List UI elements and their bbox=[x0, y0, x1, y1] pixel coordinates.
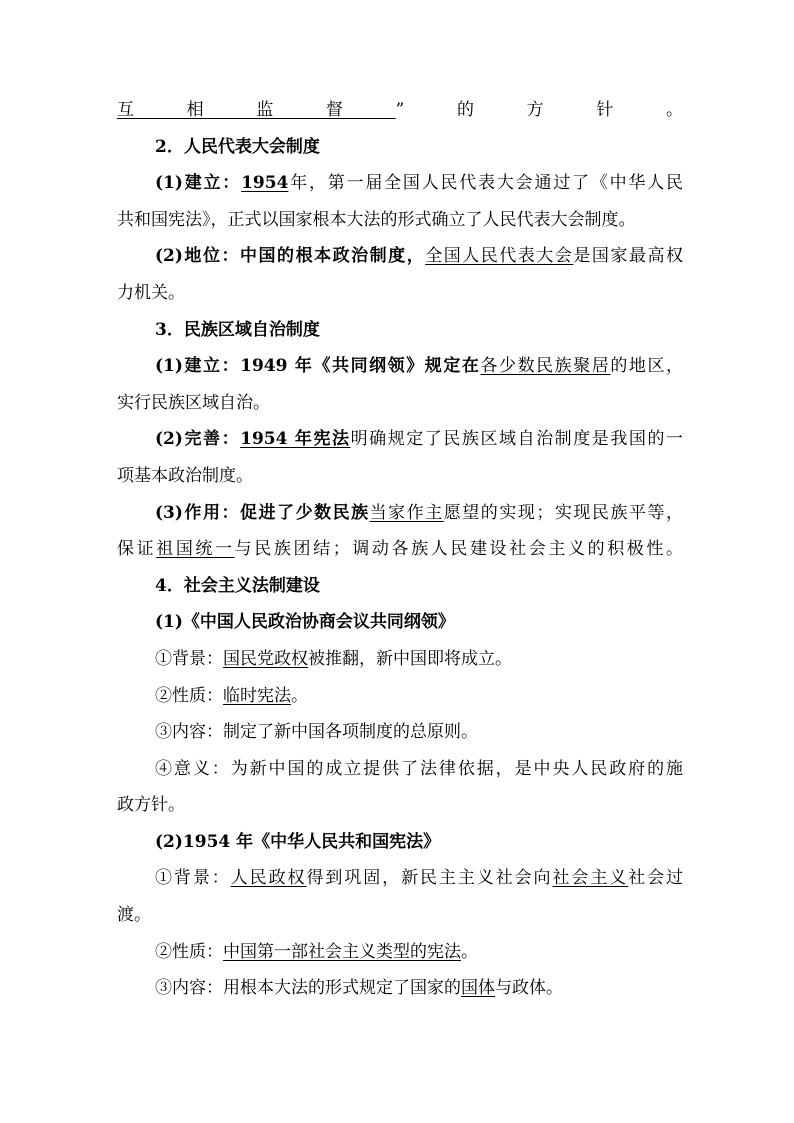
text-span: 与政体。 bbox=[495, 978, 563, 999]
text-line bbox=[117, 238, 683, 275]
underlined-term: 社会主义 bbox=[552, 868, 629, 889]
underlined-term: 人民政权 bbox=[230, 868, 307, 889]
underlined-term: 国民党政权 bbox=[223, 648, 308, 669]
text-span: (1)建立： bbox=[155, 173, 242, 194]
text-line bbox=[117, 92, 683, 129]
text-line bbox=[117, 165, 683, 202]
underlined-term: 中国第一部社会主义类型的宪法 bbox=[223, 941, 461, 962]
section-heading: 4．社会主义法制建设 bbox=[155, 575, 320, 596]
document-page bbox=[117, 92, 683, 1007]
text-span: 年，第一届全国人民代表大会通过了《中华人民 bbox=[288, 173, 683, 194]
text-span: (2)地位：中国的根本政治制度， bbox=[155, 246, 426, 267]
text-line bbox=[117, 970, 683, 1007]
text-span: 与民族团结；调动各族人民建设社会主义的积极性。 bbox=[234, 539, 684, 560]
text-span: 保证 bbox=[117, 539, 157, 560]
text-span: 的地区， bbox=[610, 356, 684, 377]
underlined-term: 1954 bbox=[241, 173, 289, 194]
underlined-term: 各少数民族聚居 bbox=[480, 356, 611, 377]
text-line: 共和国宪法》，正式以国家根本大法的形式确立了人民代表大会制度。 bbox=[117, 209, 636, 230]
text-span: ①背景： bbox=[155, 648, 223, 669]
text-line: (1)《中国人民政治协商会议共同纲领》 bbox=[155, 612, 455, 633]
text-line: 实行民族区域自治。 bbox=[117, 392, 270, 413]
text-line: 力机关。 bbox=[117, 282, 185, 303]
text-span: ②性质： bbox=[155, 941, 223, 962]
section-heading: 2．人民代表大会制度 bbox=[155, 136, 320, 157]
text-line bbox=[117, 641, 683, 678]
text-span: (2)完善： bbox=[155, 429, 241, 450]
text-line bbox=[117, 421, 683, 458]
underlined-term: 1954 年宪法 bbox=[240, 429, 351, 450]
text-span: 愿望的实现；实现民族平等， bbox=[443, 502, 684, 523]
underlined-term: 临时宪法 bbox=[223, 685, 291, 706]
underlined-term: 国体 bbox=[461, 978, 495, 999]
underlined-term: 全国人民代表大会 bbox=[425, 246, 574, 267]
text-span: 是国家最高权 bbox=[573, 246, 683, 267]
text-span: ”的方针。 bbox=[395, 100, 683, 120]
underlined-term: 互相监督 bbox=[117, 100, 396, 120]
text-line: 渡。 bbox=[117, 905, 151, 926]
underlined-term: 当家作主 bbox=[369, 502, 444, 523]
underlined-term: 祖国统一 bbox=[156, 539, 235, 560]
text-span: (1)建立：1949 年《共同纲领》规定在 bbox=[155, 356, 481, 377]
text-line bbox=[117, 495, 683, 532]
text-line bbox=[117, 860, 683, 897]
text-span: 。 bbox=[291, 685, 308, 706]
text-span: ③内容：用根本大法的形式规定了国家的 bbox=[155, 978, 461, 999]
section-heading: 3．民族区域自治制度 bbox=[155, 319, 320, 340]
text-line: ④意义：为新中国的成立提供了法律依据，是中央人民政府的施 bbox=[155, 758, 683, 779]
text-line bbox=[117, 678, 683, 715]
text-span: 明确规定了民族区域自治制度是我国的一 bbox=[350, 429, 684, 450]
text-span: 。 bbox=[461, 941, 478, 962]
text-span: ②性质： bbox=[155, 685, 223, 706]
text-line: ③内容：制定了新中国各项制度的总原则。 bbox=[155, 722, 478, 743]
text-line: (2)1954 年《中华人民共和国宪法》 bbox=[155, 831, 441, 852]
text-span: ①背景： bbox=[155, 868, 231, 889]
text-line bbox=[117, 348, 683, 385]
text-span: 得到巩固，新民主主义社会向 bbox=[306, 868, 553, 889]
text-line: 政方针。 bbox=[117, 795, 185, 816]
text-line bbox=[117, 531, 683, 568]
text-span: 社会过 bbox=[628, 868, 684, 889]
text-line bbox=[117, 934, 683, 971]
text-span: (3)作用：促进了少数民族 bbox=[155, 502, 370, 523]
text-line: 项基本政治制度。 bbox=[117, 465, 253, 486]
text-span: 被推翻，新中国即将成立。 bbox=[308, 648, 512, 669]
